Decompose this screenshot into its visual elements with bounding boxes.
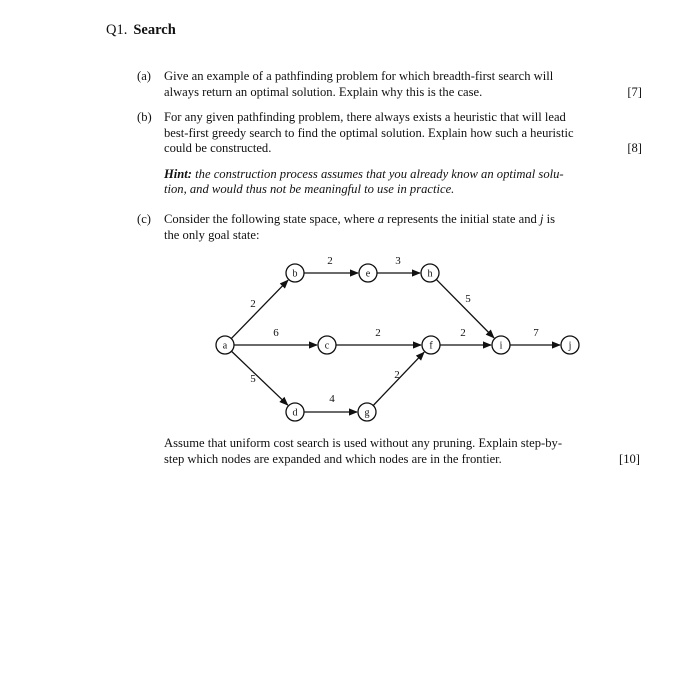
- part-c-note: [164, 436, 640, 467]
- edge-weight-b-e: 2: [327, 255, 333, 267]
- edge-weight-a-c: 6: [273, 327, 279, 339]
- part-c: [137, 212, 642, 243]
- part-b-line-1: For any given pathfinding problem, there always exists a heuristic that will lead: [164, 110, 566, 124]
- part-b-hint: [164, 167, 642, 183]
- part-a-marks: [7]: [627, 84, 642, 99]
- part-a-label: (a): [137, 69, 151, 83]
- node-label-a: a: [222, 340, 228, 352]
- part-c-marks: [10]: [619, 451, 640, 466]
- edge-weight-f-i: 2: [460, 327, 466, 339]
- part-c-note-line-1: Assume that uniform cost search is used without any pruning. Explain step-by-: [164, 436, 563, 450]
- edge-weight-h-i: 5: [465, 293, 471, 305]
- question-title: Search: [133, 22, 176, 38]
- part-a-line-1: Give an example of a pathfinding problem for which breadth-first search will: [164, 69, 554, 83]
- hint-line-1: the construction process assumes that you already know an optimal solu-: [195, 166, 564, 181]
- state-space-graph: [200, 252, 600, 427]
- edge-weight-c-f: 2: [375, 327, 381, 339]
- part-c-line-1-mid: represents the initial state and: [383, 212, 540, 226]
- part-c-note-line-2: step which nodes are expanded and which nodes are in the frontier.: [164, 451, 502, 466]
- part-a-line-2: always return an optimal solution. Explain why this is the case.: [164, 84, 483, 99]
- node-label-j: j: [568, 340, 572, 352]
- part-b-line-3: could be constructed.: [164, 141, 272, 156]
- edge-weight-a-b: 2: [250, 298, 256, 310]
- part-b-line-2: best-first greedy search to find the optimal solution. Explain how such a heuristic: [164, 125, 574, 140]
- hint-label: Hint:: [164, 166, 192, 181]
- node-label-c: c: [324, 340, 330, 352]
- edge-a-d: [232, 351, 288, 405]
- part-a: [137, 69, 642, 100]
- part-b: [137, 110, 642, 198]
- part-c-line-1-pre: Consider the following state space, where: [164, 212, 378, 226]
- node-d: [286, 403, 304, 421]
- edge-weight-e-h: 3: [395, 255, 401, 267]
- node-e: [359, 264, 377, 282]
- node-label-f: f: [429, 340, 433, 352]
- question-number: Q1.: [106, 22, 128, 38]
- part-c-line-1: [164, 212, 642, 228]
- var-a: a: [377, 212, 384, 226]
- part-c-line-2: the only goal state:: [164, 227, 260, 242]
- node-g: [358, 403, 376, 421]
- node-label-d: d: [292, 407, 298, 419]
- node-label-b: b: [292, 268, 298, 280]
- node-label-e: e: [365, 268, 371, 280]
- node-c: [318, 336, 336, 354]
- edge-a-b: [231, 280, 288, 338]
- node-label-g: g: [364, 407, 370, 419]
- edge-weight-a-d: 5: [250, 373, 256, 385]
- edge-weight-g-f: 2: [394, 369, 400, 381]
- part-b-label: (b): [137, 110, 152, 124]
- node-i: [492, 336, 510, 354]
- node-j: [561, 336, 579, 354]
- var-j: j: [539, 212, 544, 226]
- part-b-marks: [8]: [627, 141, 642, 156]
- edge-weight-i-j: 7: [533, 327, 539, 339]
- hint-line-2: tion, and would thus not be meaningful to use in practice.: [164, 182, 455, 197]
- node-h: [421, 264, 439, 282]
- edge-weight-d-g: 4: [329, 393, 335, 405]
- node-f: [422, 336, 440, 354]
- node-b: [286, 264, 304, 282]
- part-c-label: (c): [137, 212, 151, 226]
- node-label-i: i: [499, 340, 503, 352]
- node-a: [216, 336, 234, 354]
- node-label-h: h: [427, 268, 433, 280]
- part-c-line-1-post: is: [543, 212, 556, 226]
- question-heading: [106, 22, 176, 39]
